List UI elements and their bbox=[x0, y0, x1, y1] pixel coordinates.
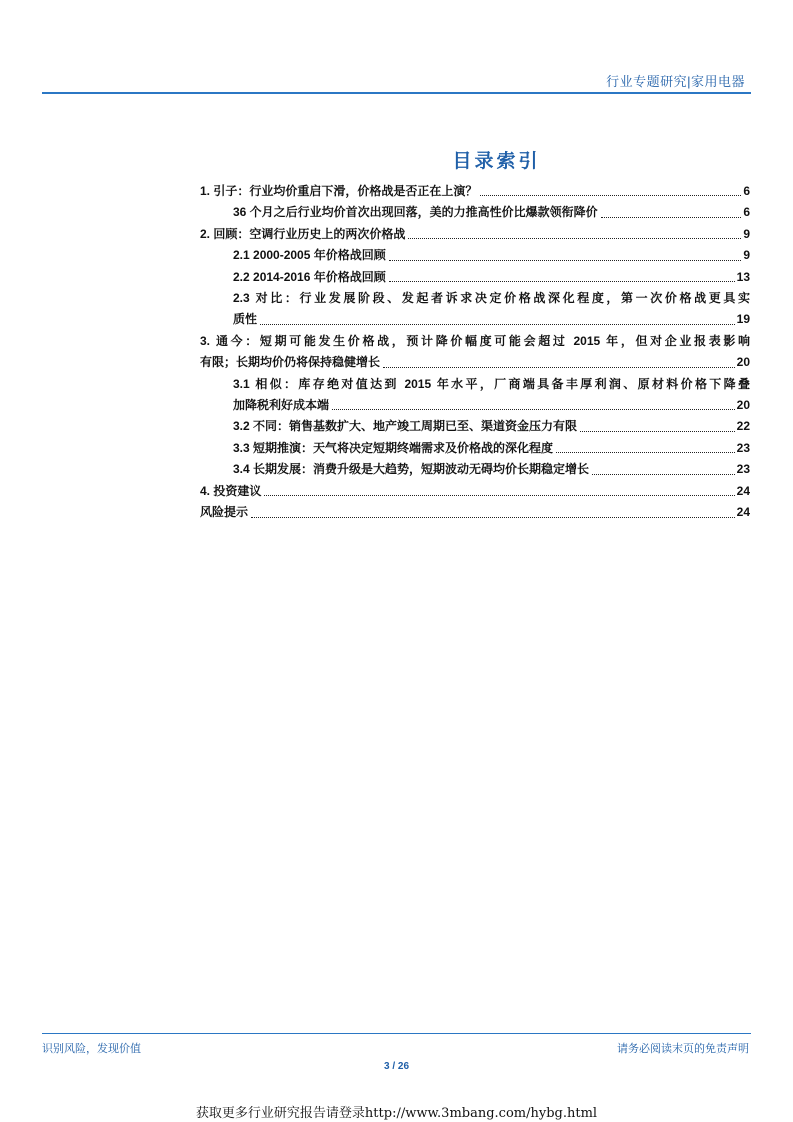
toc-leader-dots bbox=[580, 431, 735, 432]
toc-heading: 目录索引 bbox=[452, 151, 541, 172]
toc-page-number: 23 bbox=[736, 462, 750, 477]
toc-page-number: 6 bbox=[743, 184, 750, 198]
toc-entry-text: 1. 引子：行业均价重启下滑，价格战是否正在上演？ bbox=[200, 184, 478, 198]
toc-entry-text-cont: 加降税利好成本端 bbox=[233, 398, 330, 413]
toc-leader-dots bbox=[264, 495, 734, 496]
toc-entry-text: 2.1 2000-2005 年价格战回顾 bbox=[233, 248, 386, 263]
toc-entry[interactable] bbox=[200, 202, 750, 223]
toc-entry[interactable] bbox=[200, 416, 750, 437]
toc-entry[interactable] bbox=[200, 181, 750, 202]
toc-leader-dots bbox=[592, 474, 735, 475]
toc-entry[interactable] bbox=[200, 481, 750, 502]
toc-entry[interactable] bbox=[200, 331, 750, 374]
toc-leader-dots bbox=[389, 281, 735, 282]
toc-entry-text: 风险提示 bbox=[200, 505, 249, 520]
toc-entry-text-cont: 有限；长期均价仍将保持稳健增长 bbox=[200, 355, 381, 370]
header-title: 行业专题研究|家用电器 bbox=[606, 74, 745, 89]
toc-leader-dots bbox=[383, 367, 735, 368]
toc-leader-dots bbox=[260, 324, 735, 325]
toc-page-number: 6 bbox=[743, 205, 750, 220]
toc-leader-dots bbox=[389, 260, 742, 261]
toc-entry[interactable] bbox=[200, 224, 750, 245]
toc-entry-text: 3.1 相似：库存绝对值达到 2015 年水平，厂商端具备丰厚利润、原材料价格下降叠 bbox=[233, 376, 750, 391]
table-of-contents bbox=[200, 181, 750, 524]
toc-entry[interactable] bbox=[200, 267, 750, 288]
toc-leader-dots bbox=[251, 517, 735, 518]
toc-leader-dots bbox=[480, 195, 741, 196]
header-rule bbox=[42, 92, 751, 94]
toc-page-number: 19 bbox=[736, 312, 750, 327]
footer-disclaimer-note: 请务必阅读末页的免责声明 bbox=[617, 1043, 749, 1055]
toc-leader-dots bbox=[332, 409, 735, 410]
toc-entry-text: 3.4 长期发展：消费升级是大趋势，短期波动无碍均价长期稳定增长 bbox=[233, 462, 590, 477]
toc-entry-text: 2.3 对比：行业发展阶段、发起者诉求决定价格战深化程度，第一次价格战更具实 bbox=[233, 291, 750, 306]
toc-entry[interactable] bbox=[200, 288, 750, 331]
footer-rule bbox=[42, 1033, 751, 1034]
toc-entry-text: 3.2 不同：销售基数扩大、地产竣工周期已至、渠道资金压力有限 bbox=[233, 419, 578, 434]
toc-page-number: 20 bbox=[736, 398, 750, 413]
download-banner[interactable]: 获取更多行业研究报告请登录http://www.3mbang.com/hybg.html bbox=[195, 1106, 598, 1121]
toc-page-number: 20 bbox=[736, 355, 750, 370]
toc-page-number: 24 bbox=[736, 505, 750, 520]
toc-entry-text: 3.3 短期推演：天气将决定短期终端需求及价格战的深化程度 bbox=[233, 440, 554, 455]
toc-entry-text: 36 个月之后行业均价首次出现回落，美的力推高性价比爆款领衔降价 bbox=[233, 205, 598, 220]
toc-page-number: 24 bbox=[736, 483, 750, 498]
toc-page-number: 13 bbox=[736, 269, 750, 284]
toc-entry[interactable] bbox=[200, 459, 750, 480]
toc-page-number: 22 bbox=[736, 419, 750, 434]
toc-page-number: 9 bbox=[743, 226, 750, 241]
toc-entry-text-cont: 质性 bbox=[233, 312, 258, 327]
toc-entry-text: 3. 通今：短期可能发生价格战，预计降价幅度可能会超过 2015 年，但对企业报表影响 bbox=[200, 333, 750, 348]
footer-slogan: 识别风险，发现价值 bbox=[42, 1043, 141, 1055]
toc-entry[interactable] bbox=[200, 374, 750, 417]
toc-entry[interactable] bbox=[200, 502, 750, 523]
page-number: 3 / 26 bbox=[383, 1061, 410, 1072]
toc-leader-dots bbox=[408, 238, 741, 239]
toc-page-number: 23 bbox=[736, 440, 750, 455]
toc-entry[interactable] bbox=[200, 245, 750, 266]
toc-entry-text: 2. 回顾：空调行业历史上的两次价格战 bbox=[200, 226, 406, 241]
toc-page-number: 9 bbox=[743, 248, 750, 263]
toc-entry-text: 2.2 2014-2016 年价格战回顾 bbox=[233, 269, 386, 284]
toc-leader-dots bbox=[556, 452, 735, 453]
toc-leader-dots bbox=[601, 217, 742, 218]
toc-entry-text: 4. 投资建议 bbox=[200, 483, 262, 498]
toc-entry[interactable] bbox=[200, 438, 750, 459]
